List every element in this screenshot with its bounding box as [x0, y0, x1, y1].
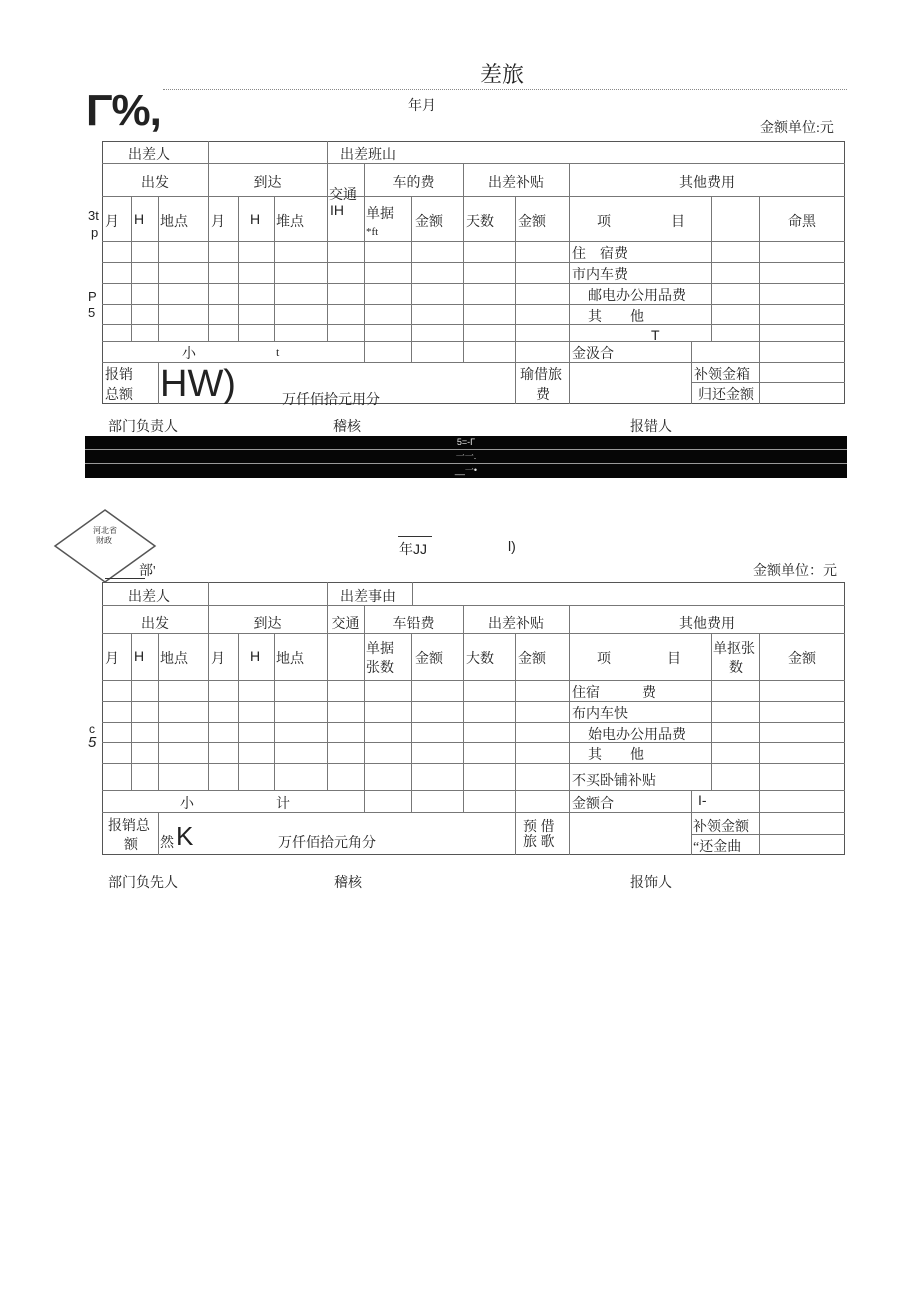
traveler-label: 出差人	[128, 148, 170, 163]
other-item: 邮电办公用品费	[588, 289, 686, 304]
reimb-amount-prefix: 然	[160, 836, 174, 851]
subtotal-label: 小	[180, 797, 194, 812]
sign-audit: 稽核	[333, 420, 361, 435]
other-item: 始电办公用品费	[588, 728, 686, 743]
bar-text: 5=-Γ	[456, 437, 476, 447]
col-receipts-mark: *ft	[366, 226, 379, 238]
depart-group: 出发	[141, 176, 169, 191]
reason-label: 出差班山	[340, 148, 396, 163]
total-mark: I-	[698, 792, 707, 808]
reason-label: 出差事由	[340, 590, 396, 605]
sign-reporter: 报错人	[630, 420, 672, 435]
advance-label: 费	[536, 388, 550, 403]
arrive-group: 到达	[253, 617, 282, 632]
transport-group: 交通	[331, 617, 360, 632]
col-amount: 金额	[415, 215, 443, 230]
total-mark: T	[651, 327, 660, 343]
col-month: 月	[211, 215, 225, 230]
advance-label: 旅 歌	[523, 835, 555, 850]
col-place: 地点	[160, 215, 188, 230]
scan-black-bar	[85, 436, 847, 478]
side-mark: 3t	[88, 208, 99, 223]
col-count: 单抠张	[713, 642, 755, 657]
col-month: 月	[211, 652, 225, 667]
depart-group: 出发	[141, 617, 169, 632]
bar-text: 一一.	[455, 451, 477, 461]
reimb-amount-mark: HW)	[160, 363, 236, 405]
col-receipts: 单据	[366, 642, 394, 657]
supplement-label: 补领金额	[693, 820, 749, 835]
col-place: 堆点	[276, 215, 304, 230]
sign-reporter: 报饰人	[630, 876, 672, 891]
reimb-units: 万仟佰拾元角分	[278, 836, 376, 851]
col-day: H	[250, 648, 261, 664]
reimb-units: 万仟佰拾元用分	[282, 393, 380, 408]
advance-label: 预 借	[523, 820, 555, 835]
reimb-label: 总额	[105, 388, 133, 403]
form-title: 差旅	[480, 62, 525, 87]
allowance-group: 出差补贴	[488, 617, 544, 632]
sign-dept-head: 部门负责人	[108, 420, 178, 435]
amount-unit-label: 金额单位:元	[760, 121, 834, 136]
col-item: 目	[667, 652, 681, 667]
sign-dept-head: 部门负先人	[108, 876, 178, 891]
col-day: H	[134, 211, 145, 227]
col-day: H	[250, 211, 261, 227]
reimb-label: 报销	[105, 368, 133, 383]
refund-label: 归还金额	[698, 388, 754, 403]
other-item: 布内车快	[572, 707, 628, 722]
fare-group: 车的费	[392, 176, 435, 191]
other-expense-group: 其他费用	[679, 176, 735, 191]
transport-group: 交通	[329, 188, 357, 203]
date-mark: l)	[508, 538, 516, 554]
sign-audit: 稽核	[334, 876, 362, 891]
col-days: 大数	[466, 652, 494, 667]
advance-label: 瑜借旅	[520, 368, 562, 383]
title-rule	[163, 89, 847, 90]
transport-mark: IH	[330, 202, 344, 218]
col-amount: 金额	[518, 652, 546, 667]
stamp-text: 财政	[96, 536, 112, 545]
col-place: 地点	[276, 652, 304, 667]
subtotal-label: 计	[276, 797, 290, 812]
date-label: 年JJ	[399, 541, 427, 557]
col-month: 月	[105, 215, 119, 230]
reimb-label: 额	[124, 838, 138, 853]
reimb-amount-mark: K	[176, 821, 194, 851]
arrive-group: 到达	[253, 176, 282, 191]
col-amount: 金额	[788, 652, 816, 667]
amount-unit-label: 金额单位：元	[753, 564, 837, 579]
left-mark: Γ%,	[86, 86, 161, 135]
side-mark: p	[91, 225, 99, 240]
col-month: 月	[105, 652, 119, 667]
col-day: H	[134, 648, 145, 664]
allowance-group: 出差补贴	[488, 176, 544, 191]
traveler-label: 出差人	[128, 590, 170, 605]
side-mark: c	[89, 722, 95, 736]
bar-text: __一•	[454, 465, 478, 475]
subtotal-label: 小	[182, 347, 196, 362]
other-item: 住 宿费	[572, 247, 628, 262]
col-amount: 金额	[518, 215, 546, 230]
col-item: 项	[597, 652, 611, 667]
col-item: 项	[597, 215, 611, 230]
col-days: 天数	[466, 215, 494, 230]
col-amount: 金额	[415, 652, 443, 667]
subtotal-mark: t	[276, 345, 280, 359]
stamp-text: 河北省	[93, 526, 117, 535]
other-item: 其 他	[588, 748, 644, 763]
other-expense-group: 其他费用	[679, 617, 735, 632]
fare-group: 车铅费	[392, 617, 435, 632]
col-place: 地点	[160, 652, 188, 667]
col-receipts: 张数	[366, 661, 394, 676]
col-receipts: 单据	[366, 207, 394, 222]
side-mark: P	[88, 289, 97, 304]
dept-label: 部'	[139, 564, 156, 579]
other-item: 不买卧铺补贴	[572, 774, 656, 789]
side-mark: 5	[88, 305, 96, 320]
side-mark: 5	[88, 734, 97, 751]
col-item: 目	[671, 215, 685, 230]
total-label: 金额合	[572, 797, 614, 812]
col-amount: 命黑	[788, 215, 816, 230]
other-item: 住宿 费	[572, 686, 656, 701]
total-label: 金汲合	[572, 347, 614, 362]
other-item: 市内车费	[572, 268, 628, 283]
other-item: 其 他	[588, 310, 644, 325]
col-count: 数	[729, 661, 743, 676]
date-label: 年月	[408, 99, 436, 114]
reimb-label: 报销总	[108, 819, 150, 834]
refund-label: “还金曲	[693, 840, 742, 855]
supplement-label: 补领金箱	[694, 368, 750, 383]
